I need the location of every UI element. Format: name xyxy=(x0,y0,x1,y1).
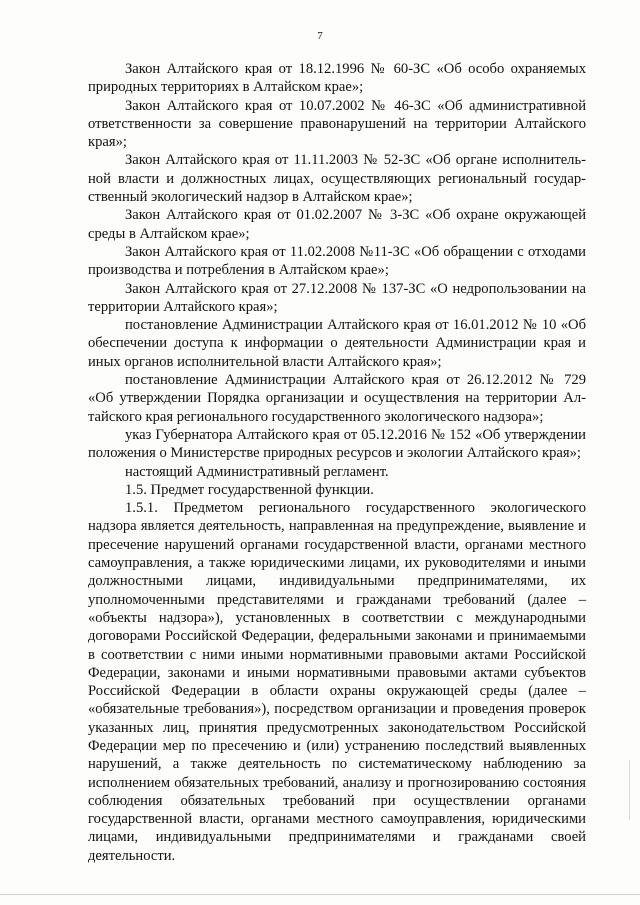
section-heading-1-5: 1.5. Предмет государственной функции. xyxy=(125,481,374,498)
paragraph-decree-152: указ Губернатора Алтайского края от 05.12.2016 № 152 «Об утверждении положения о Министерстве природных ресурсов и экологии Алтайского края»; xyxy=(88,426,586,462)
paragraph-law-52zs: Закон Алтайского края от 11.11.2003 № 52-ЗС «Об органе исполнительной власти и должностных лицах, осуществляющих региональный государственный экологический надзор в Алтайском крае»; xyxy=(88,152,586,206)
document-body xyxy=(88,60,586,865)
page-number: 7 xyxy=(317,30,323,42)
paragraph-law-46zs: Закон Алтайского края от 10.07.2002 № 46-ЗС «Об административной ответственности за совершение правонарушений на территории Алтайского края»; xyxy=(88,97,586,151)
paragraph-1-5-1: 1.5.1. Предметом регионального государственного экологического надзора является деятельность, направленная на предупреждение, выявление и пресечение нарушений органами государственной власти, органами местного самоуправления, а также юридическими лицами, их руководителями и иными должностными лицами, индивидуальными предпринимателями, их уполномоченными представителями и гражданами требований (далее – «объекты надзора»), установленных в соответствии с международными договорами Российской Федерации, федеральными законами и принимаемыми в соответствии с ними иными нормативными правовыми актами Российской Федерации, законами и иными нормативными правовыми актами субъектов Российской Федерации в области охраны окружающей среды (далее – «обязательные требования»), посредством организации и проведения проверок указанных лиц, принятия предусмотренных законодательством Российской Федерации мер по пресечению и (или) устранению последствий выявленных нарушений, а также деятельность по систематическому наблюдению за исполнением обязательных требований, анализу и прогнозированию состояния соблюдения обязательных требований при осуществлении органами государственной власти, органами местного самоуправления, юридическими лицами, индивидуальными предпринимателями и гражданами своей деятельности. xyxy=(88,500,586,864)
paragraph-law-3zs: Закон Алтайского края от 01.02.2007 № 3-ЗС «Об охране окружающей среды в Алтайском крае»; xyxy=(88,207,586,242)
paragraph-regulation: настоящий Административный регламент. xyxy=(125,463,389,480)
scan-margin-mark xyxy=(629,760,630,820)
page-bottom-edge xyxy=(0,894,640,895)
paragraph-law-60zs: Закон Алтайского края от 18.12.1996 № 60-ЗС «Об особо охраняемых природных территориях в Алтайском крае»; xyxy=(88,61,586,96)
paragraph-resolution-729: постановление Администрации Алтайского края от 26.12.2012 № 729 «Об утверждении Порядка организации и осуществления на территории Алтайского края регионального государственного экологического надзора»; xyxy=(88,372,586,425)
paragraph-law-11zs: Закон Алтайского края от 11.02.2008 №11-ЗС «Об обращении с отходами производства и потребления в Алтайском крае»; xyxy=(88,243,586,279)
paragraph-resolution-10: постановление Администрации Алтайского края от 16.01.2012 № 10 «Об обеспечении доступа к информации о деятельности Администрации края и иных органов исполнительной власти Алтайского края»; xyxy=(88,317,586,370)
paragraph-law-137zs: Закон Алтайского края от 27.12.2008 № 137-ЗС «О недропользовании на территории Алтайского края»; xyxy=(88,280,586,315)
